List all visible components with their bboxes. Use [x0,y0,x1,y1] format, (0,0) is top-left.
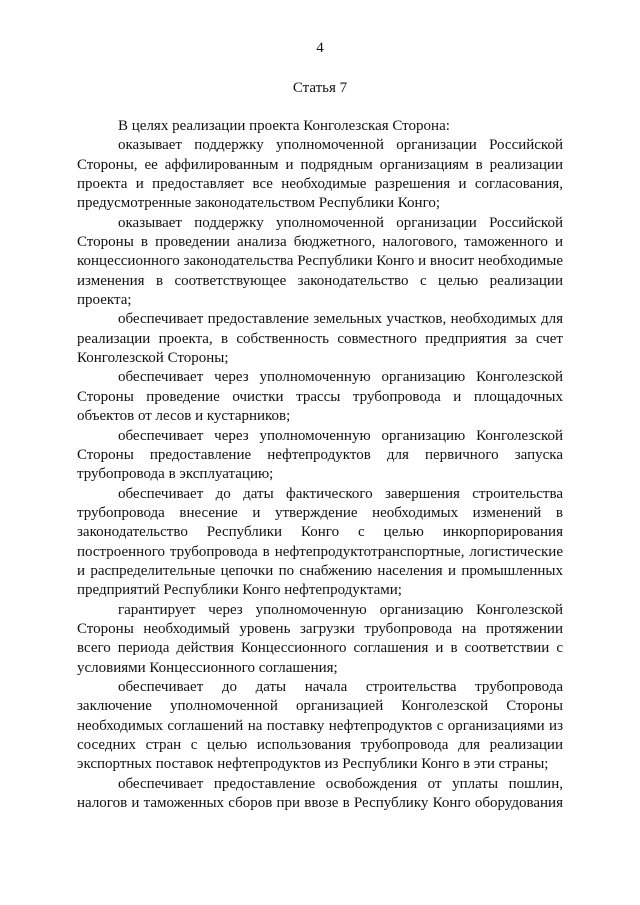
article-title: Статья 7 [292,80,348,96]
paragraph-8: обеспечивает до даты начала строительства трубопровода заключение уполномоченной организацией Конголезской Стороны необходимых соглашений на поставку нефтепродуктов с организациями из соседних стран с целью использования трубопровода для реализации экспортных поставок нефтепродуктов из Республики Конго в эти страны; [77,678,563,773]
paragraph-7: гарантирует через уполномоченную организацию Конголезской Стороны необходимый уровень загрузки трубопровода на протяжении всего периода действия Концессионного соглашения и в соответствии с условиями Концессионного соглашения; [77,601,563,676]
article-body [77,117,563,813]
paragraph-4: обеспечивает через уполномоченную организацию Конголезской Стороны проведение очистки трассы трубопровода и площадочных объектов от лесов и кустарников; [77,369,563,425]
paragraph-3: обеспечивает предоставление земельных участков, необходимых для реализации проекта, в собственность совместного предприятия за счет Конголезской Стороны; [77,311,563,367]
paragraph-5: обеспечивает через уполномоченную организацию Конголезской Стороны предоставление нефтепродуктов для первичного запуска трубопровода в эксплуатацию; [77,427,563,483]
page-number: 4 [316,40,324,56]
paragraph-9: обеспечивает предоставление освобождения от уплаты пошлин, налогов и таможенных сборов при ввозе в Республику Конго оборудования [77,775,563,812]
paragraph-1: оказывает поддержку уполномоченной организации Российской Стороны, ее аффилированным и подрядным организациям в реализации проекта и предоставляет все необходимые разрешения и согласования, предусмотренные законодательством Республики Конго; [77,137,563,212]
intro-paragraph: В целях реализации проекта Конголезская Сторона: [118,118,450,134]
paragraph-6: обеспечивает до даты фактического завершения строительства трубопровода внесение и утверждение необходимых изменений в законодательство Республики Конго с целью инкорпорирования построенного трубопровода в нефтепродуктотранспортные, логистические и распределительные цепочки по снабжению населения и промышленных предприятий Республики Конго нефтепродуктами; [77,485,563,599]
paragraph-2: оказывает поддержку уполномоченной организации Российской Стороны в проведении анализа бюджетного, налогового, таможенного и концессионного законодательства Республики Конго и вносит необходимые изменения в соответствующее законодательство с целью реализации проекта; [77,214,563,309]
